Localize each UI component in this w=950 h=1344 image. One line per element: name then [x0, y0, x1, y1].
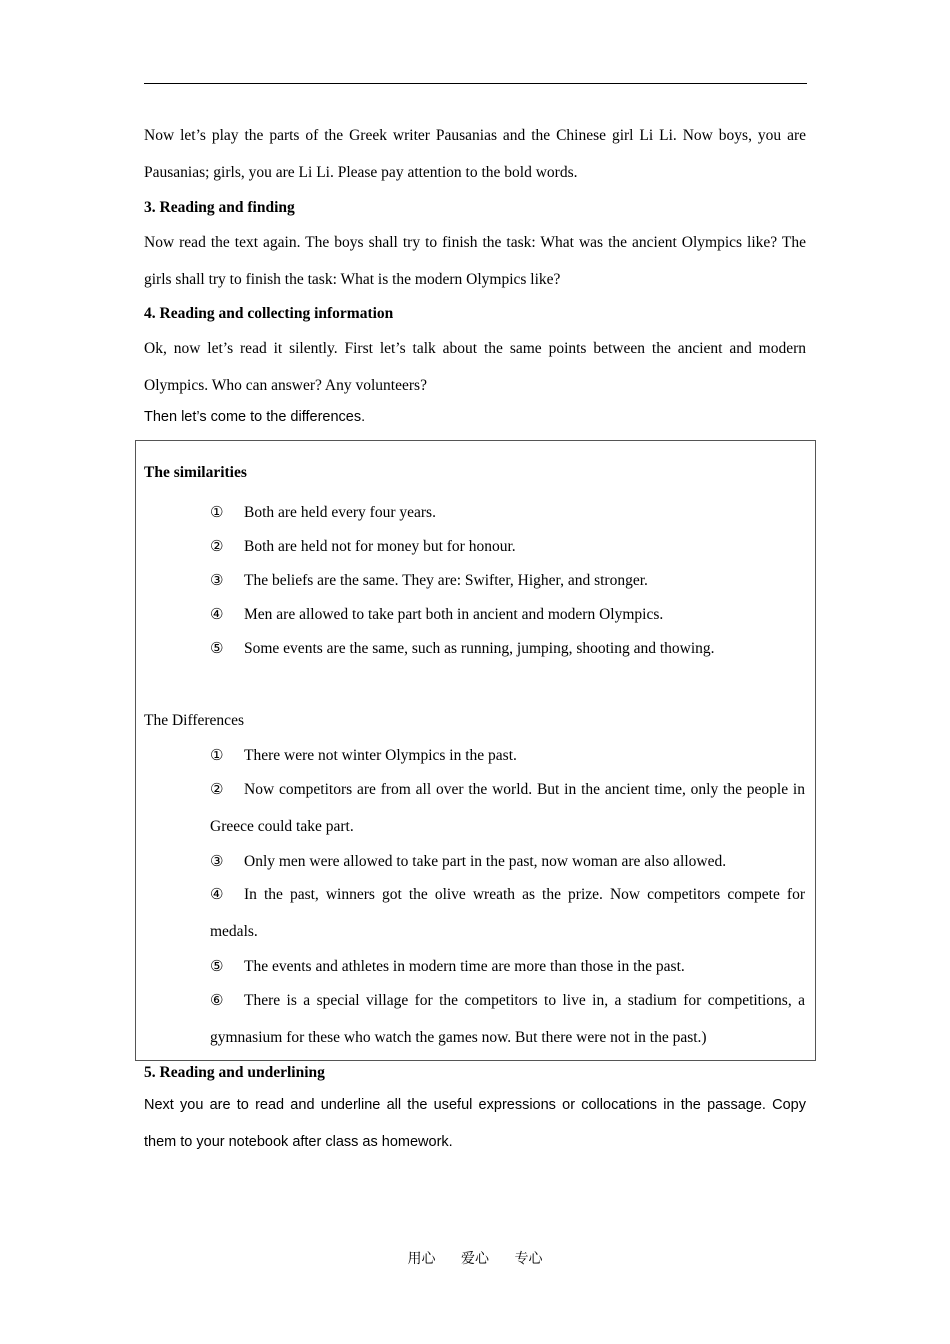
similarity-item — [210, 570, 805, 591]
item-text: Now competitors are from all over the world. But in the ancient time, only the people in Greece could take part. — [210, 781, 805, 835]
footer-word: 用心 — [407, 1252, 436, 1267]
section-5-paragraph: Next you are to read and underline all the useful expressions or collocations in the passage. Copy them to your notebook after class as homework. — [144, 1097, 806, 1150]
item-number: ④ — [210, 885, 224, 903]
item-number: ② — [210, 780, 224, 798]
similarity-item — [210, 502, 805, 523]
item-text: Only men were allowed to take part in the past, now woman are also allowed. — [244, 853, 727, 870]
section-5-heading: 5. Reading and underlining — [144, 1064, 325, 1081]
section-3-paragraph: Now read the text again. The boys shall try to finish the task: What was the ancient Olympics like? The girls shall try to finish the task: What is the modern Olympics like? — [144, 234, 806, 288]
item-number: ① — [210, 746, 224, 764]
item-text: Men are allowed to take part both in ancient and modern Olympics. — [244, 606, 664, 623]
similarity-item — [210, 604, 805, 625]
item-number: ⑤ — [210, 639, 224, 657]
header-rule — [144, 83, 807, 84]
item-number: ③ — [210, 571, 224, 589]
difference-item — [210, 851, 805, 872]
similarities-title: The similarities — [144, 464, 247, 481]
item-text: Some events are the same, such as running, jumping, shooting and thowing. — [244, 640, 715, 657]
item-number: ⑥ — [210, 991, 224, 1009]
item-number: ② — [210, 537, 224, 555]
item-text: Both are held every four years. — [244, 504, 436, 521]
item-text: The beliefs are the same. They are: Swifter, Higher, and stronger. — [244, 572, 648, 589]
item-text: Both are held not for money but for honour. — [244, 538, 516, 555]
difference-item — [210, 745, 805, 766]
item-number: ⑤ — [210, 957, 224, 975]
page-footer — [0, 1248, 950, 1268]
difference-item — [210, 982, 805, 1056]
section-3-heading: 3. Reading and finding — [144, 199, 295, 216]
item-text: There is a special village for the competitors to live in, a stadium for competitions, a gymnasium for these who watch the games now. But there were not in the past.) — [210, 992, 805, 1046]
item-number: ③ — [210, 852, 224, 870]
similarity-item — [210, 638, 805, 659]
difference-item — [210, 876, 805, 950]
footer-word: 爱心 — [461, 1252, 489, 1267]
difference-item — [210, 771, 805, 845]
section-4-heading: 4. Reading and collecting information — [144, 305, 394, 322]
item-number: ① — [210, 503, 224, 521]
footer-word: 专心 — [514, 1252, 543, 1267]
section-4-paragraph: Ok, now let’s read it silently. First let’s talk about the same points between the ancient and modern Olympics. Who can answer? Any volunteers? — [144, 340, 806, 394]
difference-item — [210, 956, 805, 977]
similarity-item — [210, 536, 805, 557]
intro-paragraph: Now let’s play the parts of the Greek writer Pausanias and the Chinese girl Li Li. Now boys, you are Pausanias; girls, you are Li Li. Please pay attention to the bold words. — [144, 127, 806, 181]
differences-title: The Differences — [144, 712, 244, 729]
item-number: ④ — [210, 605, 224, 623]
item-text: The events and athletes in modern time are more than those in the past. — [244, 958, 685, 975]
section-4-transition: Then let’s come to the differences. — [144, 409, 366, 425]
item-text: There were not winter Olympics in the past. — [244, 747, 517, 764]
item-text: In the past, winners got the olive wreath as the prize. Now competitors compete for medals. — [210, 886, 805, 940]
